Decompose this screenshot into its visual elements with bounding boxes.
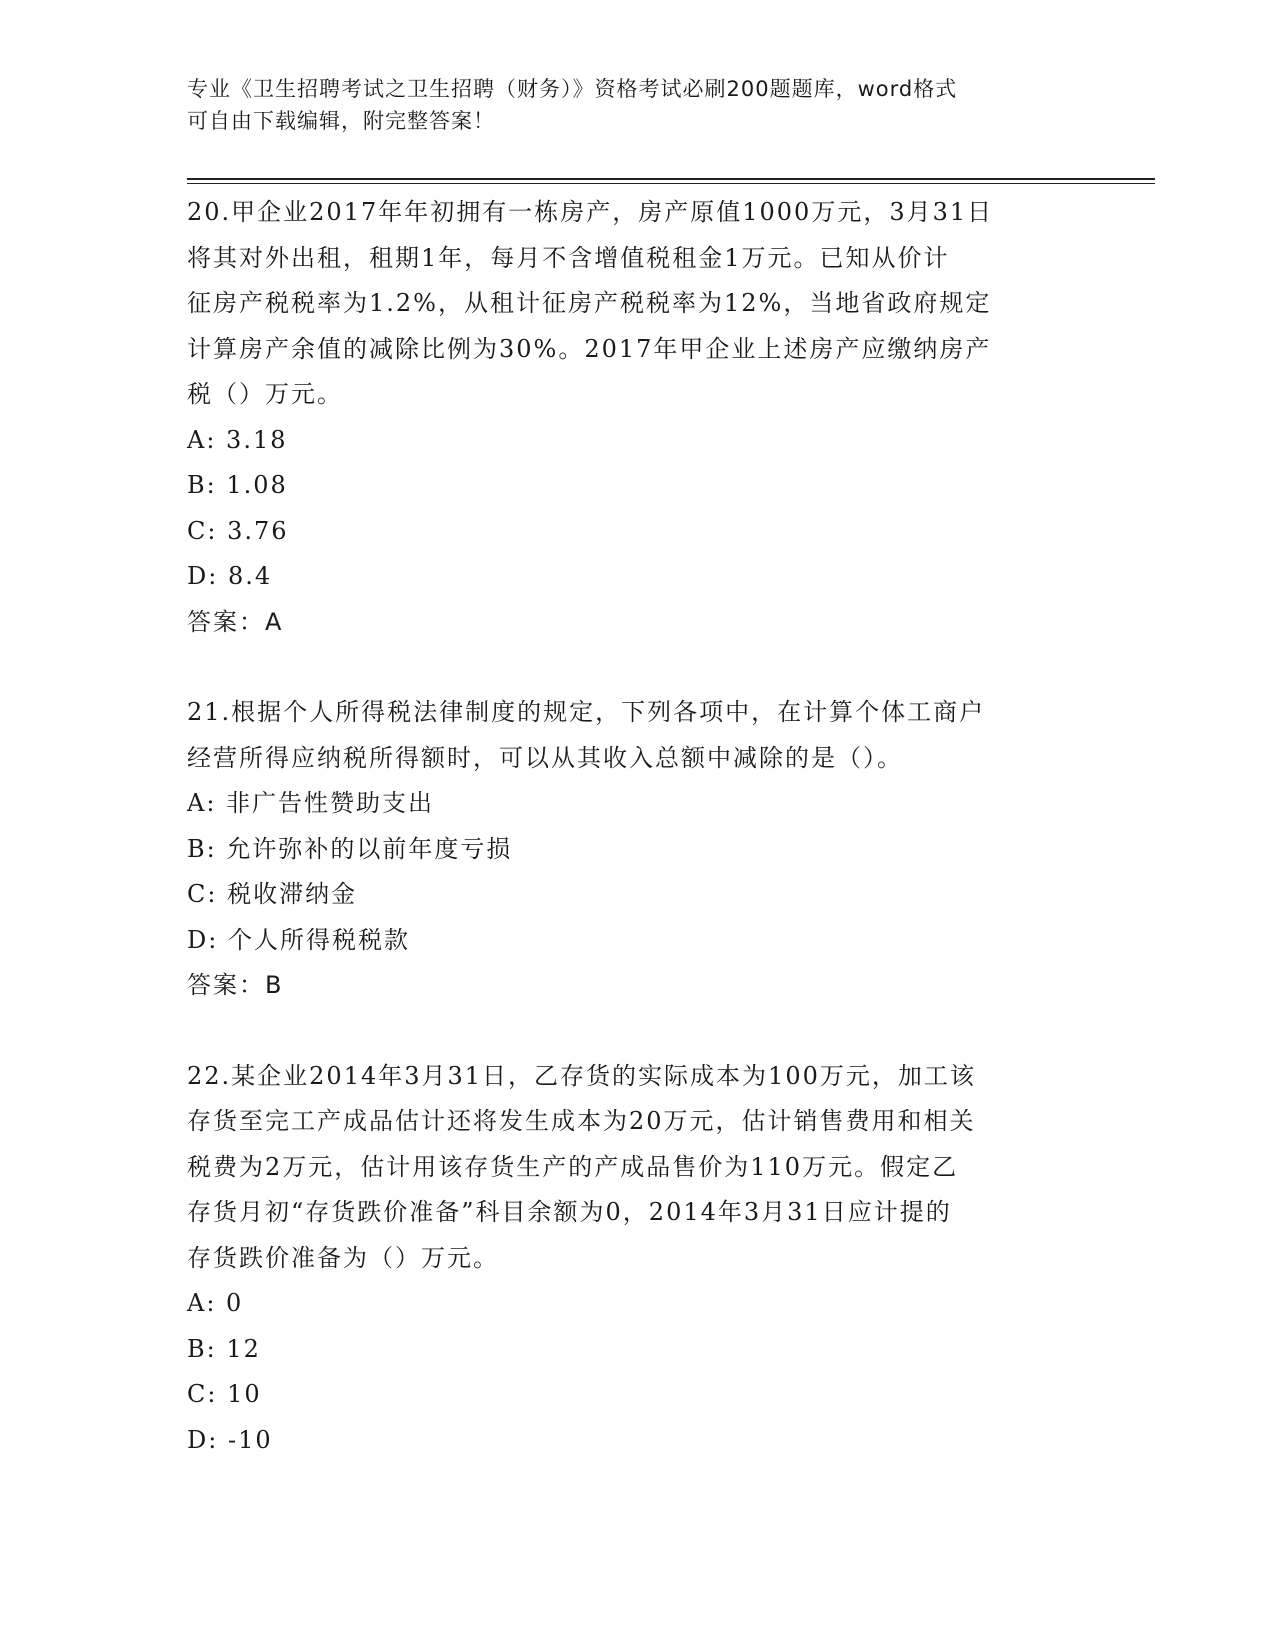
option-a: A: 非广告性赞助支出 <box>187 789 435 817</box>
option-c: C: 税收滞纳金 <box>187 880 358 908</box>
option-c: C: 10 <box>187 1380 262 1408</box>
question-spacer <box>187 1009 1087 1054</box>
answer-label: 答案：B <box>187 971 284 999</box>
stem-line: 税（）万元。 <box>187 380 343 408</box>
stem-line: 征房产税税率为1.2%，从租计征房产税税率为12%，当地省政府规定 <box>187 289 992 317</box>
stem-line: 存货至完工产成品估计还将发生成本为20万元，估计销售费用和相关 <box>187 1107 976 1135</box>
option-d: D: -10 <box>187 1425 273 1454</box>
option-b: B: 12 <box>187 1334 261 1363</box>
question-list <box>187 190 1087 1463</box>
option-d: D: 个人所得税税款 <box>187 925 410 954</box>
header-rule-thick <box>187 178 1155 180</box>
question-spacer <box>187 645 1087 690</box>
question-stem <box>187 690 1077 781</box>
header-line-1: 专业《卫生招聘考试之卫生招聘（财务）》资格考试必刷200题题库，word格式 <box>187 77 958 101</box>
option-b: B: 1.08 <box>187 471 288 499</box>
stem-line: 存货跌价准备为（）万元。 <box>187 1243 499 1272</box>
question-21 <box>187 690 1087 1009</box>
stem-line: 税费为2万元，估计用该存货生产的产成品售价为110万元。假定乙 <box>187 1152 959 1181</box>
stem-line: 22.某企业2014年3月31日，乙存货的实际成本为100万元，加工该 <box>187 1061 976 1090</box>
document-header <box>187 73 1067 137</box>
question-20 <box>187 190 1087 645</box>
stem-line: 20.甲企业2017年年初拥有一栋房产，房产原值1000万元，3月31日 <box>187 198 994 226</box>
answer-label: 答案：A <box>187 607 284 636</box>
stem-line: 存货月初“存货跌价准备”科目余额为0，2014年3月31日应计提的 <box>187 1198 952 1226</box>
stem-line: 21.根据个人所得税法律制度的规定，下列各项中，在计算个体工商户 <box>187 698 986 726</box>
option-a: A: 3.18 <box>187 425 288 454</box>
stem-line: 将其对外出租，租期1年，每月不含增值税租金1万元。已知从价计 <box>187 243 950 272</box>
option-b: B: 允许弥补的以前年度亏损 <box>187 834 513 863</box>
option-d: D: 8.4 <box>187 562 273 590</box>
question-22 <box>187 1054 1087 1464</box>
option-c: C: 3.76 <box>187 516 289 545</box>
option-a: A: 0 <box>187 1289 244 1317</box>
stem-line: 经营所得应纳税所得额时，可以从其收入总额中减除的是（）。 <box>187 743 903 772</box>
question-stem <box>187 190 1077 418</box>
header-rule-thin <box>187 183 1155 184</box>
question-stem <box>187 1054 1077 1282</box>
header-line-2: 可自由下载编辑，附完整答案！ <box>187 109 495 133</box>
stem-line: 计算房产余值的减除比例为30%。2017年甲企业上述房产应缴纳房产 <box>187 334 992 363</box>
